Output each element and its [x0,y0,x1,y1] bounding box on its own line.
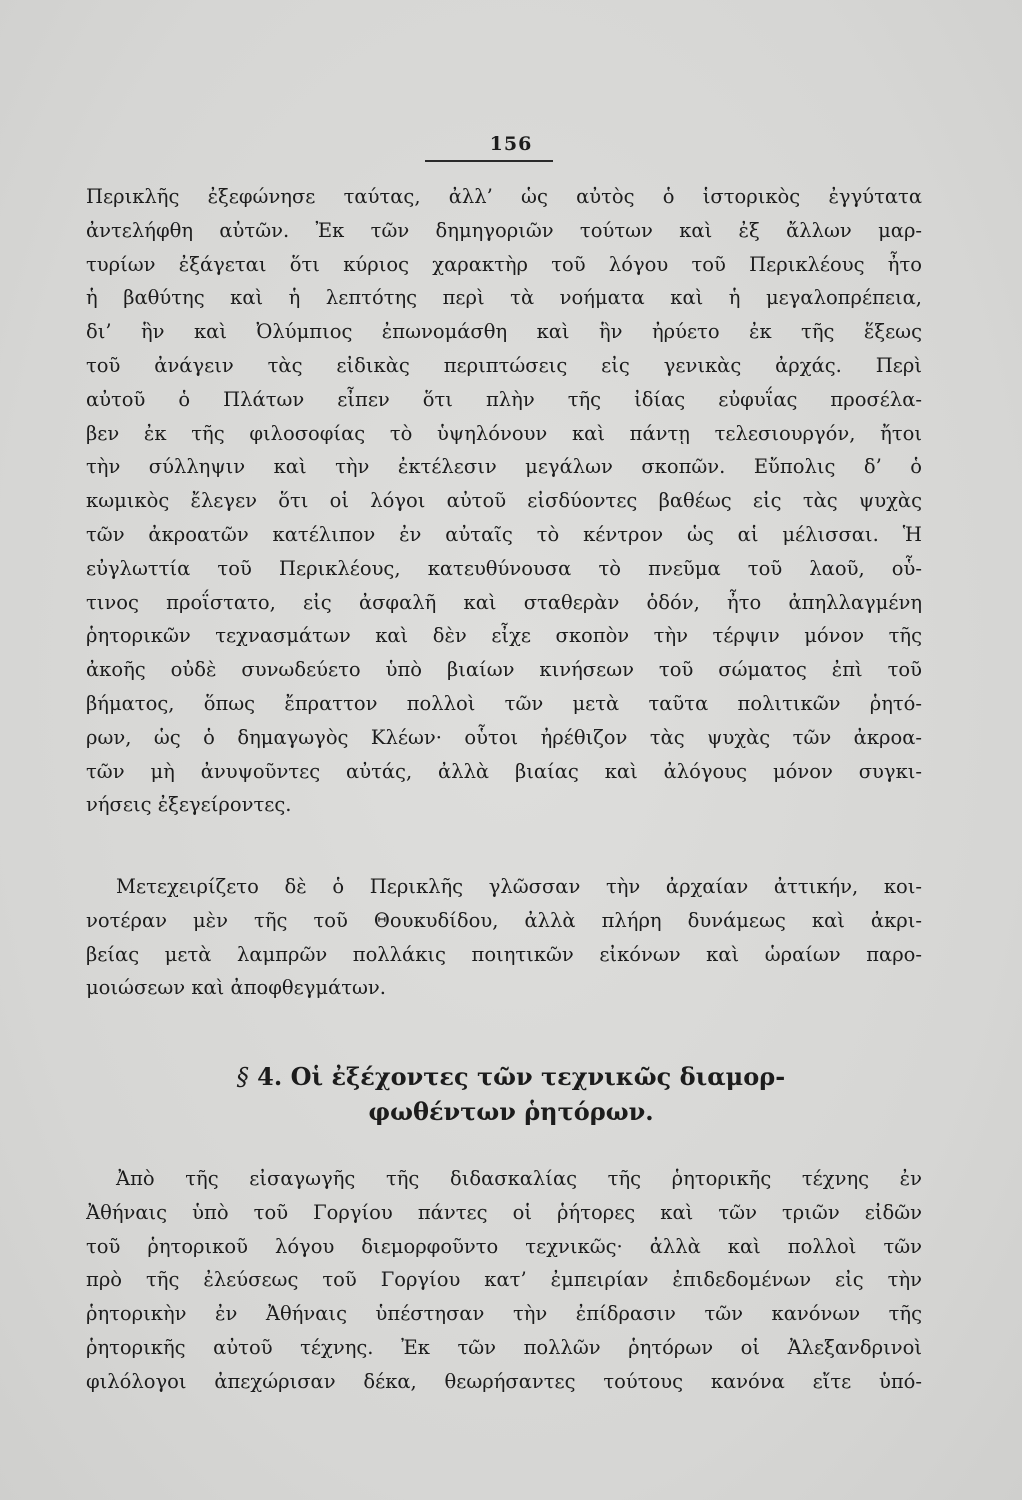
text-line: ῥητορικῆς αὐτοῦ τέχνης. Ἐκ τῶν πολλῶν ῥητόρων οἱ Ἀλεξανδρινοὶ [86,1335,922,1359]
paragraph-2 [86,870,922,1005]
text-line: βήματος, ὅπως ἔπραττον πολλοὶ τῶν μετὰ ταῦτα πολιτικῶν ῥητό- [86,691,922,715]
paragraph-3 [86,1162,922,1399]
text-line: αὐτοῦ ὁ Πλάτων εἶπεν ὅτι πλὴν τῆς ἰδίας εὐφυΐας προσέλα- [86,387,922,411]
section-symbol: § [236,1063,249,1091]
text-line: ρων, ὡς ὁ δημαγωγὸς Κλέων· οὗτοι ἠρέθιζον τὰς ψυχὰς τῶν ἀκροα- [86,725,922,749]
text-line: τινος προΐστατο, εἰς ἀσφαλῆ καὶ σταθερὰν ὁδόν, ἦτο ἀπηλλαγμένη [86,590,922,614]
text-line: φιλόλογοι ἀπεχώρισαν δέκα, θεωρήσαντες τούτους κανόνα εἴτε ὑπό- [86,1369,922,1393]
text-line: Ἀθήναις ὑπὸ τοῦ Γοργίου πάντες οἱ ῥήτορες καὶ τῶν τριῶν εἰδῶν [86,1200,922,1224]
text-line: νοτέραν μὲν τῆς τοῦ Θουκυδίδου, ἀλλὰ πλήρη δυνάμεως καὶ ἀκρι- [86,908,922,932]
text-line: δι’ ἣν καὶ Ὀλύμπιος ἐπωνομάσθη καὶ ἣν ἠρύετο ἐκ τῆς ἕξεως [86,320,922,344]
section-heading-line-2: φωθέντων ῥητόρων. [368,1097,654,1126]
text-line: ἀκοῆς οὐδὲ συνωδεύετο ὑπὸ βιαίων κινήσεων τοῦ σώματος ἐπὶ τοῦ [86,658,922,682]
section-heading-text: 4. Οἱ ἐξέχοντες τῶν τεχνικῶς διαμορ- [257,1062,786,1091]
text-line: τὴν σύλληψιν καὶ τὴν ἐκτέλεσιν μεγάλων σκοπῶν. Εὔπολις δ’ ὁ [86,455,922,479]
text-line: πρὸ τῆς ἐλεύσεως τοῦ Γοργίου κατ’ ἐμπειρίαν ἐπιδεδομένων εἰς τὴν [86,1268,922,1292]
text-line: νήσεις ἐξεγείροντες. [86,793,292,817]
text-line: Ἀπὸ τῆς εἰσαγωγῆς τῆς διδασκαλίας τῆς ῥητορικῆς τέχνης ἐν [116,1167,922,1190]
text-line: ῥητορικῶν τεχνασμάτων καὶ δὲν εἶχε σκοπὸν τὴν τέρψιν μόνον τῆς [86,624,922,648]
text-line: τῶν ἀκροατῶν κατέλιπον ἐν αὐταῖς τὸ κέντρον ὡς αἱ μέλισσαι. Ἡ [86,522,922,546]
paragraph-1 [86,180,922,822]
text-line: κωμικὸς ἔλεγεν ὅτι οἱ λόγοι αὐτοῦ εἰσδύοντες βαθέως εἰς τὰς ψυχὰς [86,489,922,513]
section-heading-line-1 [0,1062,1022,1091]
text-line: τοῦ ῥητορικοῦ λόγου διεμορφοῦντο τεχνικῶς· ἀλλὰ καὶ πολλοὶ τῶν [86,1234,922,1258]
text-line: Μετεχειρίζετο δὲ ὁ Περικλῆς γλῶσσαν τὴν ἀρχαίαν ἀττικήν, κοι- [116,875,922,898]
text-line: ῥητορικὴν ἐν Ἀθήναις ὑπέστησαν τὴν ἐπίδρασιν τῶν κανόνων τῆς [86,1302,922,1326]
text-line: τῶν μὴ ἀνυψοῦντες αὐτάς, ἀλλὰ βιαίας καὶ ἀλόγους μόνον συγκι- [86,759,922,783]
page-number-rule [425,160,553,162]
text-line: τυρίων ἐξάγεται ὅτι κύριος χαρακτὴρ τοῦ λόγου τοῦ Περικλέους ἦτο [86,252,922,276]
text-line: τοῦ ἀνάγειν τὰς εἰδικὰς περιπτώσεις εἰς γενικὰς ἀρχάς. Περὶ [86,353,922,377]
text-line: βεν ἐκ τῆς φιλοσοφίας τὸ ὑψηλόνουν καὶ πάντῃ τελεσιουργόν, ἤτοι [86,421,922,445]
text-line: Περικλῆς ἐξεφώνησε ταύτας, ἀλλ’ ὡς αὐτὸς ὁ ἱστορικὸς ἐγγύτατα [86,185,922,208]
text-line: εὐγλωττία τοῦ Περικλέους, κατευθύνουσα τὸ πνεῦμα τοῦ λαοῦ, οὗ- [86,556,922,580]
page-number: 156 [489,133,533,155]
text-line: βείας μετὰ λαμπρῶν πολλάκις ποιητικῶν εἰκόνων καὶ ὡραίων παρο- [86,942,922,966]
text-line: μοιώσεων καὶ ἀποφθεγμάτων. [86,976,386,1000]
text-line: ἀντελήφθη αὐτῶν. Ἐκ τῶν δημηγοριῶν τούτων καὶ ἐξ ἄλλων μαρ- [86,218,922,242]
text-line: ἡ βαθύτης καὶ ἡ λεπτότης περὶ τὰ νοήματα καὶ ἡ μεγαλοπρέπεια, [86,286,922,310]
